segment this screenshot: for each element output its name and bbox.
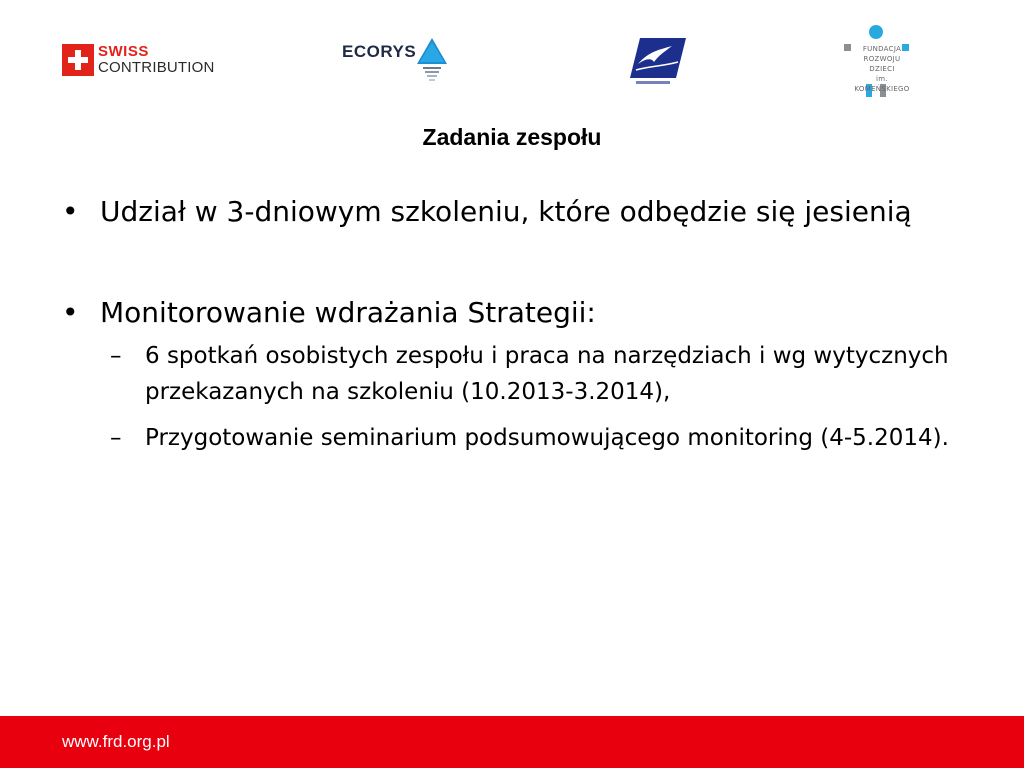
frd-line-2: ROZWOJU DZIECI bbox=[863, 55, 901, 73]
slide-content bbox=[60, 190, 980, 456]
frd-line-1: FUNDACJA bbox=[862, 45, 902, 53]
frd-line-3: im. KOMEŃSKIEGO bbox=[854, 75, 910, 93]
frd-logo bbox=[840, 24, 912, 100]
dash-marker: – bbox=[110, 343, 122, 369]
sub-bullet-item bbox=[110, 338, 980, 410]
ecorys-triangle-icon bbox=[417, 38, 447, 86]
contribution-logo-text: CONTRIBUTION bbox=[98, 59, 215, 76]
bullet-text: Monitorowanie wdrażania Strategii: bbox=[100, 296, 596, 329]
sub-bullet-text: Przygotowanie seminarium podsumowującego monitoring (4-5.2014). bbox=[145, 425, 949, 451]
swiss-flag-icon bbox=[62, 44, 94, 76]
bullet-marker: • bbox=[62, 296, 79, 329]
ecorys-logo bbox=[342, 38, 452, 88]
ecorys-logo-text: ECORYS bbox=[342, 42, 417, 61]
slide-title: Zadania zespołu bbox=[422, 124, 602, 150]
bullet-item bbox=[60, 291, 980, 334]
bullet-text: Udział w 3-dniowym szkoleniu, które odbędzie się jesienią bbox=[100, 195, 912, 228]
swiss-contribution-logo bbox=[62, 44, 222, 80]
footer-bar bbox=[0, 716, 1024, 768]
swiss-logo-text: SWISS bbox=[98, 43, 149, 60]
frd-logo-text bbox=[854, 44, 910, 94]
sub-bullet-item bbox=[110, 420, 980, 456]
footer-website-link[interactable]: www.frd.org.pl bbox=[62, 732, 170, 751]
euroregion-baltyk-logo bbox=[628, 36, 688, 88]
dash-marker: – bbox=[110, 425, 122, 451]
bullet-item bbox=[60, 190, 980, 233]
bullet-marker: • bbox=[62, 195, 79, 228]
sub-bullet-text: 6 spotkań osobistych zespołu i praca na narzędziach i wg wytycznych przekazanych na szkoleniu (10.2013-3.2014), bbox=[145, 343, 949, 405]
